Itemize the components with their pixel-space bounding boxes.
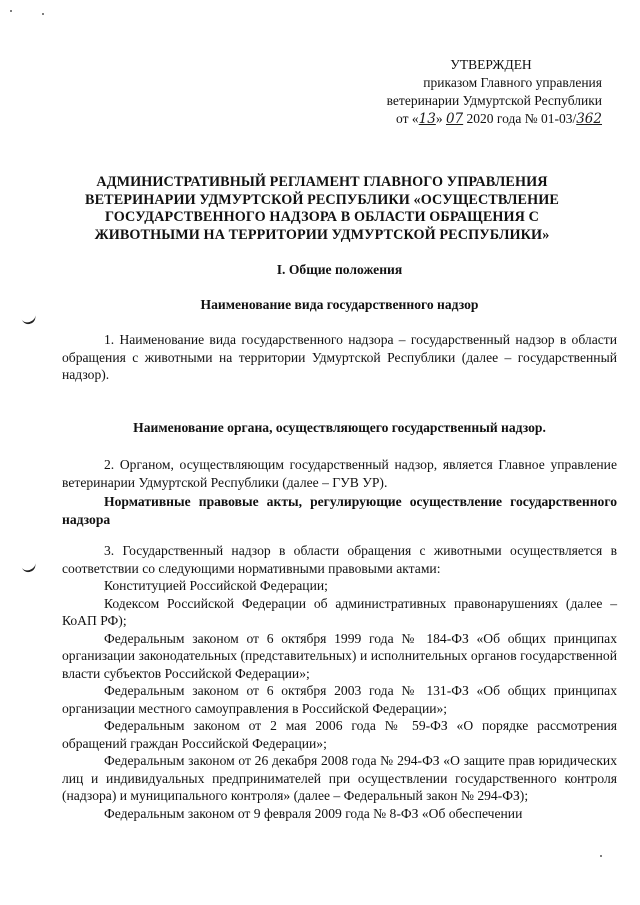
- list-item: Федеральным законом от 26 декабря 2008 года № 294-ФЗ «О защите прав юридических лиц и индивидуальных предпринимателей при осуществлении государственного контроля (надзора) и муниципального контроля» (далее – Федеральный закон № 294-ФЗ);: [62, 753, 617, 803]
- approval-stamp: [340, 56, 602, 128]
- subheading-supervision-kind: Наименование вида государственного надзор: [200, 297, 479, 312]
- hole-punch-mark: [21, 312, 37, 326]
- hole-punch-mark: [21, 560, 37, 574]
- date-year: 2020 года № 01-03/: [463, 111, 577, 126]
- scan-speck: [600, 855, 602, 857]
- list-item: Федеральным законом от 9 февраля 2009 года № 8-ФЗ «Об обеспечении: [104, 805, 523, 821]
- list-item: Федеральным законом от 6 октября 2003 года № 131-ФЗ «Об общих принципах организации местного самоуправления в Российской Федерации»;: [62, 683, 617, 716]
- scan-speck: [42, 13, 44, 15]
- section-heading: I. Общие положения: [276, 262, 403, 277]
- list-item: Кодексом Российской Федерации об административных правонарушениях (далее – КоАП РФ);: [62, 595, 617, 628]
- legal-acts-list: [62, 577, 617, 822]
- paragraph-2: 2. Органом, осуществляющим государственный надзор, является Главное управление ветеринарии Удмуртской Республики (далее – ГУВ УР).: [62, 457, 617, 490]
- list-item: Федеральным законом от 2 мая 2006 года № 59-ФЗ «О порядке рассмотрения обращений граждан Российской Федерации»;: [62, 718, 617, 751]
- document-title: АДМИНИСТРАТИВНЫЙ РЕГЛАМЕНТ ГЛАВНОГО УПРАВЛЕНИЯ ВЕТЕРИНАРИИ УДМУРТСКОЙ РЕСПУБЛИКИ «ОСУЩЕСТВЛЕНИЕ ГОСУДАРСТВЕННОГО НАДЗОРА В ОБЛАСТИ ОБРАЩЕНИЯ С ЖИВОТНЫМИ НА ТЕРРИТОРИИ УДМУРТСКОЙ РЕСПУБЛИКИ»: [85, 174, 559, 243]
- subheading-legal-acts: Нормативные правовые акты, регулирующие осуществление государственного надзора: [62, 494, 617, 527]
- approval-line-date: [340, 110, 602, 128]
- scan-speck: [10, 10, 12, 12]
- paragraph-1: 1. Наименование вида государственного надзора – государственный надзор в области обращения с животными на территории Удмуртской Республики (далее – государственный надзор).: [62, 332, 617, 382]
- date-mid: »: [435, 111, 446, 126]
- handwritten-number: 362: [576, 111, 602, 127]
- handwritten-month: 07: [445, 111, 464, 127]
- list-item: Конституцией Российской Федерации;: [104, 578, 328, 593]
- paragraph-3: 3. Государственный надзор в области обращения с животными осуществляется в соответствии со следующими нормативными правовыми актами:: [62, 543, 617, 576]
- approval-title: УТВЕРЖДЕН: [450, 57, 532, 72]
- handwritten-day: 13: [418, 111, 436, 127]
- approval-line-order: приказом Главного управления: [423, 75, 602, 90]
- list-item: Федеральным законом от 6 октября 1999 года № 184-ФЗ «Об общих принципах организации законодательных (представительных) и исполнительных органов государственной власти субъектов Российской Федерации»;: [62, 630, 617, 681]
- date-prefix: от «: [396, 111, 419, 126]
- subheading-supervising-body: Наименование органа, осуществляющего государственный надзор.: [133, 420, 546, 435]
- approval-line-agency: ветеринарии Удмуртской Республики: [386, 93, 602, 108]
